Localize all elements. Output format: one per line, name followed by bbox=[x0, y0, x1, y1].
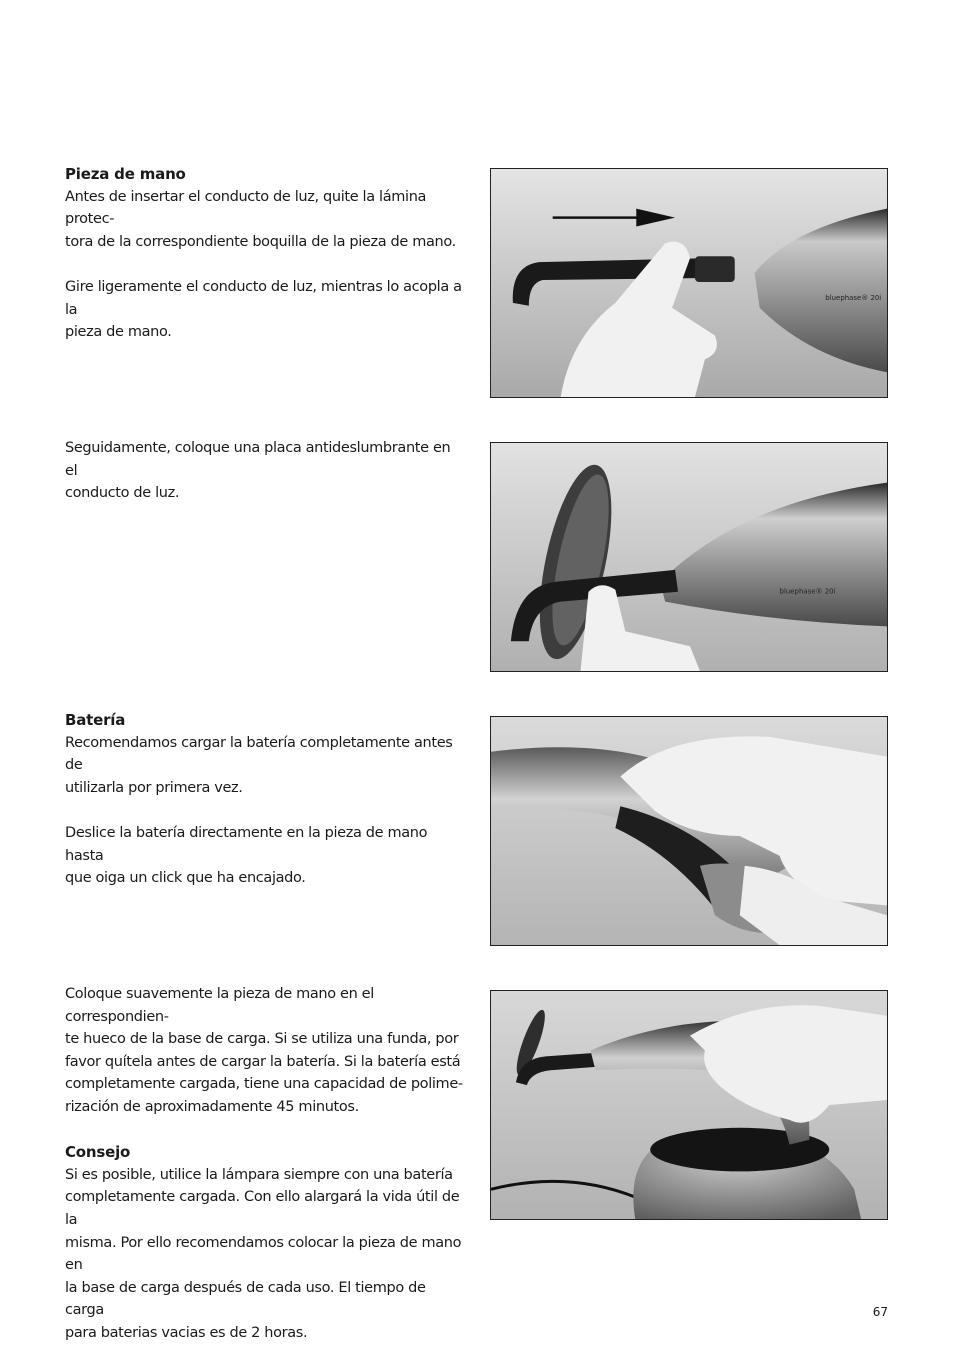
paragraph-gap bbox=[65, 799, 465, 822]
paragraph-line: utilizarla por primera vez. bbox=[65, 779, 243, 796]
paragraph-line: te hueco de la base de carga. Si se utiliza una funda, por bbox=[65, 1031, 459, 1048]
heading-pieza-de-mano: Pieza de mano bbox=[65, 165, 186, 183]
paragraph-line: que oiga un click que ha encajado. bbox=[65, 870, 306, 887]
section-bateria bbox=[65, 709, 465, 890]
paragraph-line: Si es posible, utilice la lámpara siempre con una batería bbox=[65, 1166, 453, 1183]
paragraph-line: la base de carga después de cada uso. El tiempo de carga bbox=[65, 1279, 426, 1319]
heading-bateria: Batería bbox=[65, 711, 126, 729]
paragraph-line: rización de aproximadamente 45 minutos. bbox=[65, 1098, 359, 1115]
paragraph-line: favor quítela antes de cargar la batería. Si la batería está bbox=[65, 1053, 461, 1070]
brand-label: bluephase® 20i bbox=[825, 293, 882, 302]
brand-label: bluephase® 20i bbox=[779, 587, 836, 596]
section-placa-antideslumbrante bbox=[65, 437, 465, 505]
paragraph-line: Recomendamos cargar la batería completamente antes de bbox=[65, 734, 453, 774]
paragraph-line: Antes de insertar el conducto de luz, quite la lámina protec- bbox=[65, 188, 427, 228]
paragraph-line: Coloque suavemente la pieza de mano en el correspondien- bbox=[65, 986, 374, 1025]
photo-insert-light-guide bbox=[490, 168, 888, 398]
photo-glare-shield bbox=[490, 442, 888, 672]
section-base-de-carga bbox=[65, 983, 465, 1345]
paragraph-gap bbox=[65, 253, 465, 276]
paragraph-gap bbox=[65, 1119, 465, 1142]
paragraph-line: Gire ligeramente el conducto de luz, mientras lo acopla a la bbox=[65, 278, 462, 318]
photo-insert-battery bbox=[490, 716, 888, 946]
paragraph-line: para baterias vacias es de 2 horas. bbox=[65, 1324, 308, 1341]
paragraph-line: completamente cargada, tiene una capacidad de polime- bbox=[65, 1076, 463, 1093]
page-number: 67 bbox=[872, 1305, 888, 1319]
paragraph-line: Seguidamente, coloque una placa antideslumbrante en el bbox=[65, 440, 451, 479]
paragraph-line: completamente cargada. Con ello alargará la vida útil de la bbox=[65, 1189, 460, 1228]
heading-consejo: Consejo bbox=[65, 1143, 131, 1162]
section-pieza-de-mano bbox=[65, 163, 465, 344]
paragraph-line: conducto de luz. bbox=[65, 485, 180, 502]
paragraph-line: Deslice la batería directamente en la pieza de mano hasta bbox=[65, 824, 428, 864]
photo-charging-base bbox=[490, 990, 888, 1220]
paragraph-line: tora de la correspondiente boquilla de la pieza de mano. bbox=[65, 233, 456, 250]
paragraph-line: misma. Por ello recomendamos colocar la pieza de mano en bbox=[65, 1234, 462, 1274]
paragraph-line: pieza de mano. bbox=[65, 324, 172, 341]
